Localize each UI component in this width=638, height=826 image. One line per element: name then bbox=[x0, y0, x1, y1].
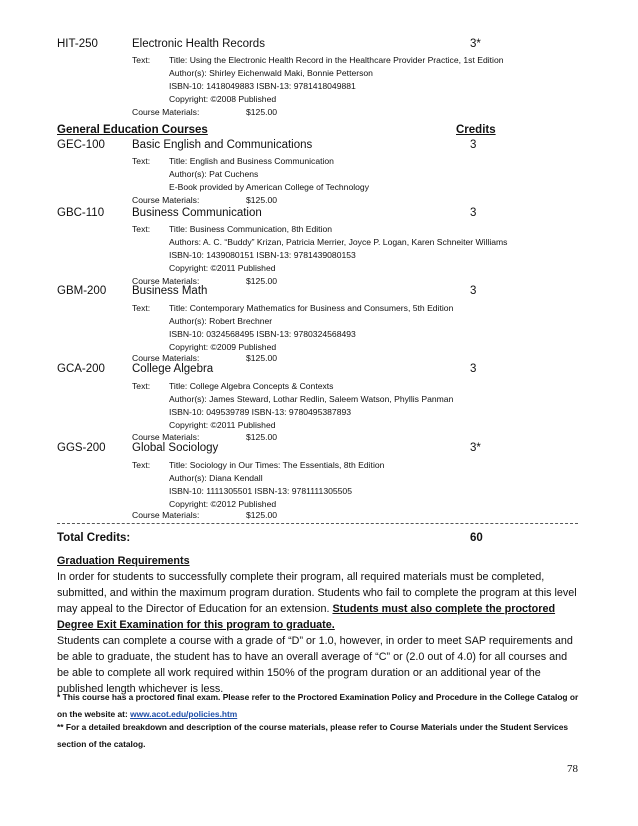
text-line: ISBN-10: 0324568495 ISBN-13: 9780324568493 bbox=[169, 329, 356, 339]
text-line: Title: College Algebra Concepts & Contexts bbox=[169, 381, 334, 391]
text-line: Title: English and Business Communication bbox=[169, 156, 334, 166]
text-line: Author(s): Diana Kendall bbox=[169, 473, 263, 483]
text-line: Copyright: ©2009 Published bbox=[169, 342, 277, 352]
text-line: E-Book provided by American College of Technology bbox=[169, 182, 370, 192]
materials-value: $125.00 bbox=[246, 432, 278, 442]
course-code: GBC-110 bbox=[57, 207, 105, 219]
credits-heading: Credits bbox=[456, 124, 496, 136]
course-credits: 3 bbox=[470, 207, 477, 219]
materials-value: $125.00 bbox=[246, 107, 278, 117]
materials-value: $125.00 bbox=[246, 276, 278, 286]
materials-label: Course Materials: bbox=[132, 276, 200, 286]
graduation-heading: Graduation Requirements bbox=[57, 555, 190, 567]
text-label: Text: bbox=[132, 55, 151, 65]
footnote-materials: ** For a detailed breakdown and description of the course materials, please refer to Course Materials under the Student Services section of the catalog. bbox=[57, 722, 569, 749]
text-line: Author(s): James Steward, Lothar Redlin, Saleem Watson, Phyllis Panman bbox=[169, 394, 454, 404]
materials-label: Course Materials: bbox=[132, 353, 200, 363]
section-heading: General Education Courses bbox=[57, 124, 208, 136]
text-line: Copyright: ©2012 Published bbox=[169, 499, 277, 509]
footnote-proctored-text: * This course has a proctored final exam. Please refer to the Proctored Examination Policy and Procedure in the College Catalog or on the website at: bbox=[57, 692, 579, 719]
divider bbox=[57, 523, 578, 524]
course-title: Electronic Health Records bbox=[132, 38, 265, 50]
materials-label: Course Materials: bbox=[132, 510, 200, 520]
total-credits-value: 60 bbox=[470, 532, 483, 544]
course-title: Basic English and Communications bbox=[132, 139, 313, 151]
text-line: ISBN-10: 049539789 ISBN-13: 9780495387893 bbox=[169, 407, 352, 417]
total-credits-label: Total Credits: bbox=[57, 532, 131, 544]
materials-label: Course Materials: bbox=[132, 432, 200, 442]
materials-value: $125.00 bbox=[246, 510, 278, 520]
materials-value: $125.00 bbox=[246, 195, 278, 205]
materials-label: Course Materials: bbox=[132, 195, 200, 205]
course-credits: 3 bbox=[470, 285, 477, 297]
text-line: ISBN-10: 1418049883 ISBN-13: 9781418049881 bbox=[169, 81, 356, 91]
course-title: College Algebra bbox=[132, 363, 214, 375]
text-label: Text: bbox=[132, 303, 151, 313]
text-line: Author(s): Robert Brechner bbox=[169, 316, 273, 326]
course-code: GEC-100 bbox=[57, 139, 105, 151]
text-line: Copyright: ©2011 Published bbox=[169, 420, 276, 430]
text-line: Copyright: ©2008 Published bbox=[169, 94, 277, 104]
course-code: HIT-250 bbox=[57, 38, 98, 50]
text-line: Author(s): Pat Cuchens bbox=[169, 169, 259, 179]
course-title: Business Math bbox=[132, 285, 208, 297]
text-line: Title: Contemporary Mathematics for Business and Consumers, 5th Edition bbox=[169, 303, 454, 313]
text-line: Title: Sociology in Our Times: The Essentials, 8th Edition bbox=[169, 460, 385, 470]
course-code: GCA-200 bbox=[57, 363, 105, 375]
text-label: Text: bbox=[132, 460, 151, 470]
text-line: Authors: A. C. “Buddy” Krizan, Patricia Merrier, Joyce P. Logan, Karen Schneiter Williams bbox=[169, 237, 508, 247]
text-label: Text: bbox=[132, 381, 151, 391]
page-number: 78 bbox=[567, 763, 578, 775]
materials-label: Course Materials: bbox=[132, 107, 200, 117]
course-credits: 3* bbox=[470, 38, 481, 50]
graduation-exit-exam-note: Students must also complete the proctored Degree Exit Examination for this program to graduate. bbox=[57, 603, 556, 631]
graduation-paragraph-2: Students can complete a course with a grade of “D” or 1.0, however, in order to meet SAP requirements and be able to graduate, the student has to have an overall average of “C” or (2.0 out of 4.0) for all courses and be able to complete all work required within 150% of the program duration or an additional year of the published length whichever is less. bbox=[57, 635, 573, 695]
course-code: GBM-200 bbox=[57, 285, 107, 297]
text-line: Title: Using the Electronic Health Record in the Healthcare Provider Practice, 1st Edition bbox=[169, 55, 504, 65]
text-line: ISBN-10: 1439080151 ISBN-13: 9781439080153 bbox=[169, 250, 356, 260]
policies-link[interactable]: www.acot.edu/policies.htm bbox=[130, 709, 238, 719]
graduation-paragraph-1 bbox=[57, 569, 582, 633]
materials-value: $125.00 bbox=[246, 353, 278, 363]
course-title: Global Sociology bbox=[132, 442, 219, 454]
text-line: Author(s): Shirley Eichenwald Maki, Bonnie Petterson bbox=[169, 68, 373, 78]
graduation-paragraph-1-text: In order for students to successfully complete their program, all required materials must be completed, submitted, and within the maximum program duration. Students who fail to complete the program at this level may appeal to the Director of Education for an extension. bbox=[57, 571, 577, 615]
text-line: Copyright: ©2011 Published bbox=[169, 263, 276, 273]
text-label: Text: bbox=[132, 156, 151, 166]
text-line: ISBN-10: 1111305501 ISBN-13: 9781111305505 bbox=[169, 486, 352, 496]
course-credits: 3 bbox=[470, 139, 477, 151]
footnote-proctored bbox=[57, 689, 582, 723]
text-line: Title: Business Communication, 8th Edition bbox=[169, 224, 333, 234]
text-label: Text: bbox=[132, 224, 151, 234]
course-code: GGS-200 bbox=[57, 442, 106, 454]
course-credits: 3 bbox=[470, 363, 477, 375]
course-credits: 3* bbox=[470, 442, 481, 454]
course-title: Business Communication bbox=[132, 207, 262, 219]
